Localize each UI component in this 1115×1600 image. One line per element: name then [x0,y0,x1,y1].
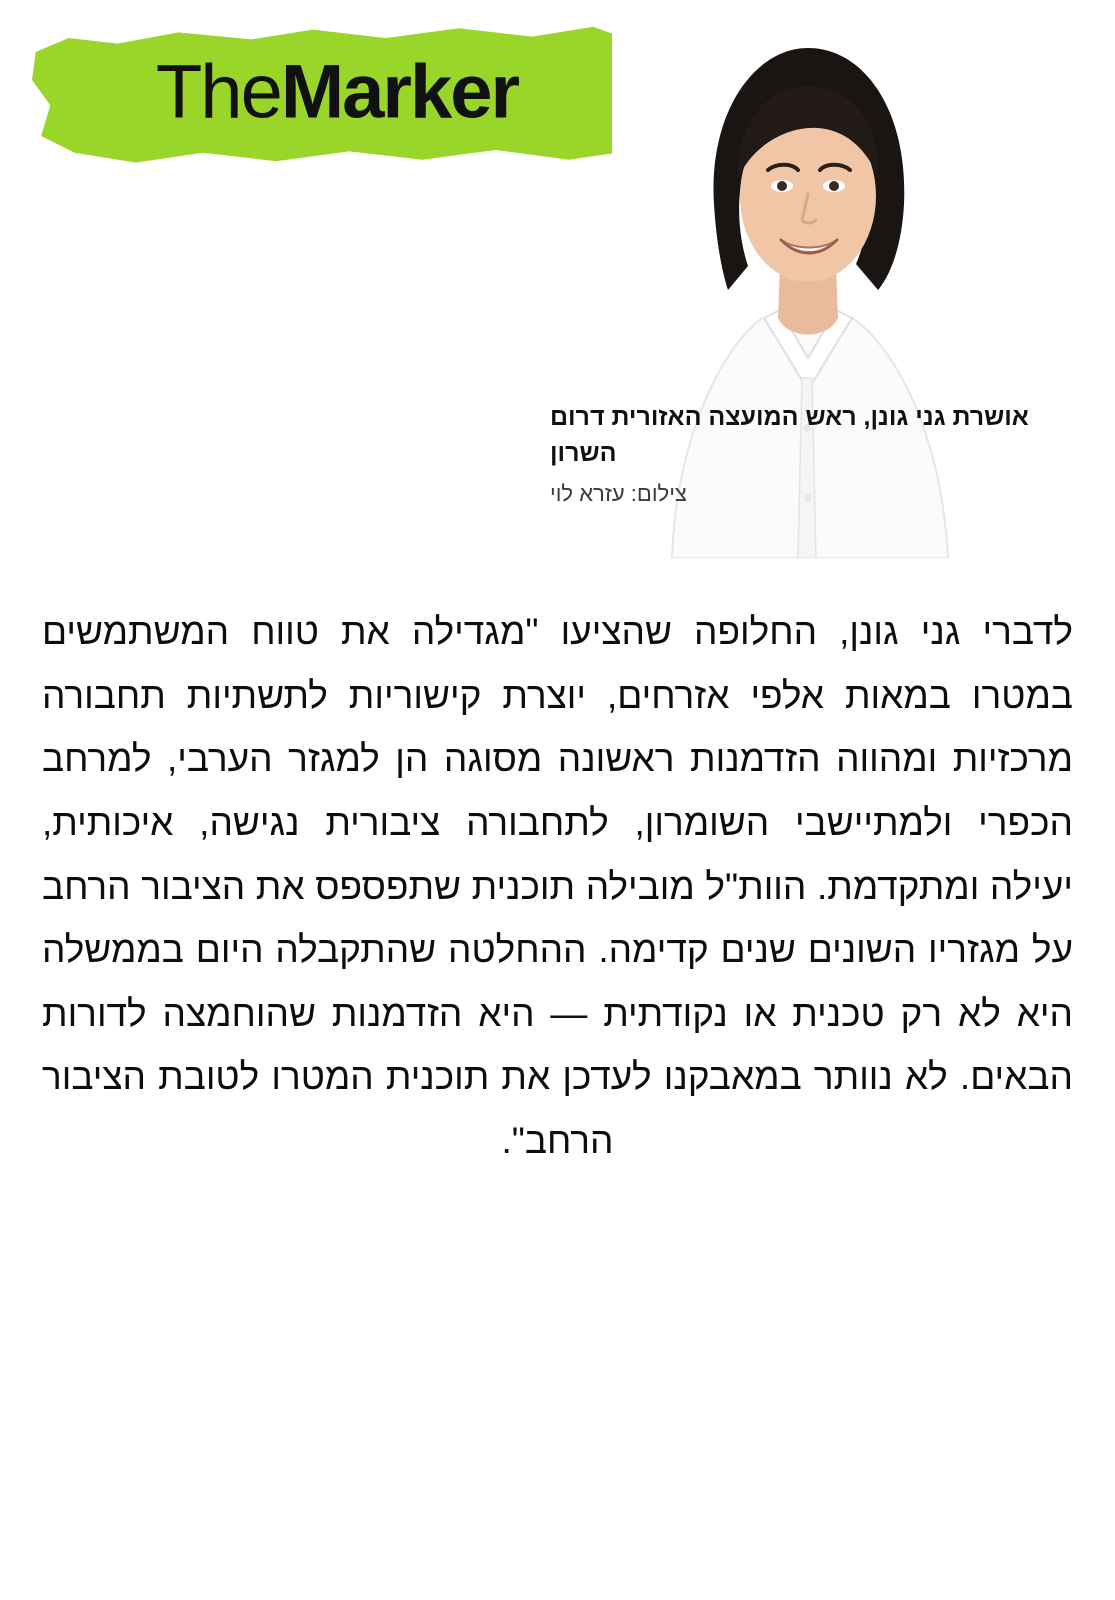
article-paragraph: לדברי גני גונן, החלופה שהציעו "מגדילה את טווח המשתמשים במטרו במאות אלפי אזרחים, יוצרת קישוריות לתשתיות תחבורה מרכזיות ומהווה הזדמנות ראשונה מסוגה הן למגזר הערבי, למרחב הכפרי ולמתיישבי השומרון, לתחבורה ציבורית נגישה, איכותית, יעילה ומתקדמת. הוות"ל מובילה תוכנית שתפספס את הציבור הרחב על מגזריו השונים שנים קדימה. ההחלטה שהתקבלה היום בממשלה היא לא רק טכנית או נקודתית — היא הזדמנות שהוחמצה לדורות הבאים. לא נוותר במאבקנו לעדכן את תוכנית המטרו לטובת הציבור הרחב". [42,611,1073,1161]
logo-marker-text: Marker [280,49,519,135]
article-body [42,600,1073,1173]
caption-credit: צילום: עזרא לוי [550,481,687,506]
caption-name: אושרת גני גונן, ראש המועצה האזורית דרום השרון [550,403,1029,467]
logo-wordmark [32,49,642,135]
logo-the-text: The [155,49,281,135]
photo-caption [550,400,1075,510]
themarker-logo[interactable] [32,24,642,164]
